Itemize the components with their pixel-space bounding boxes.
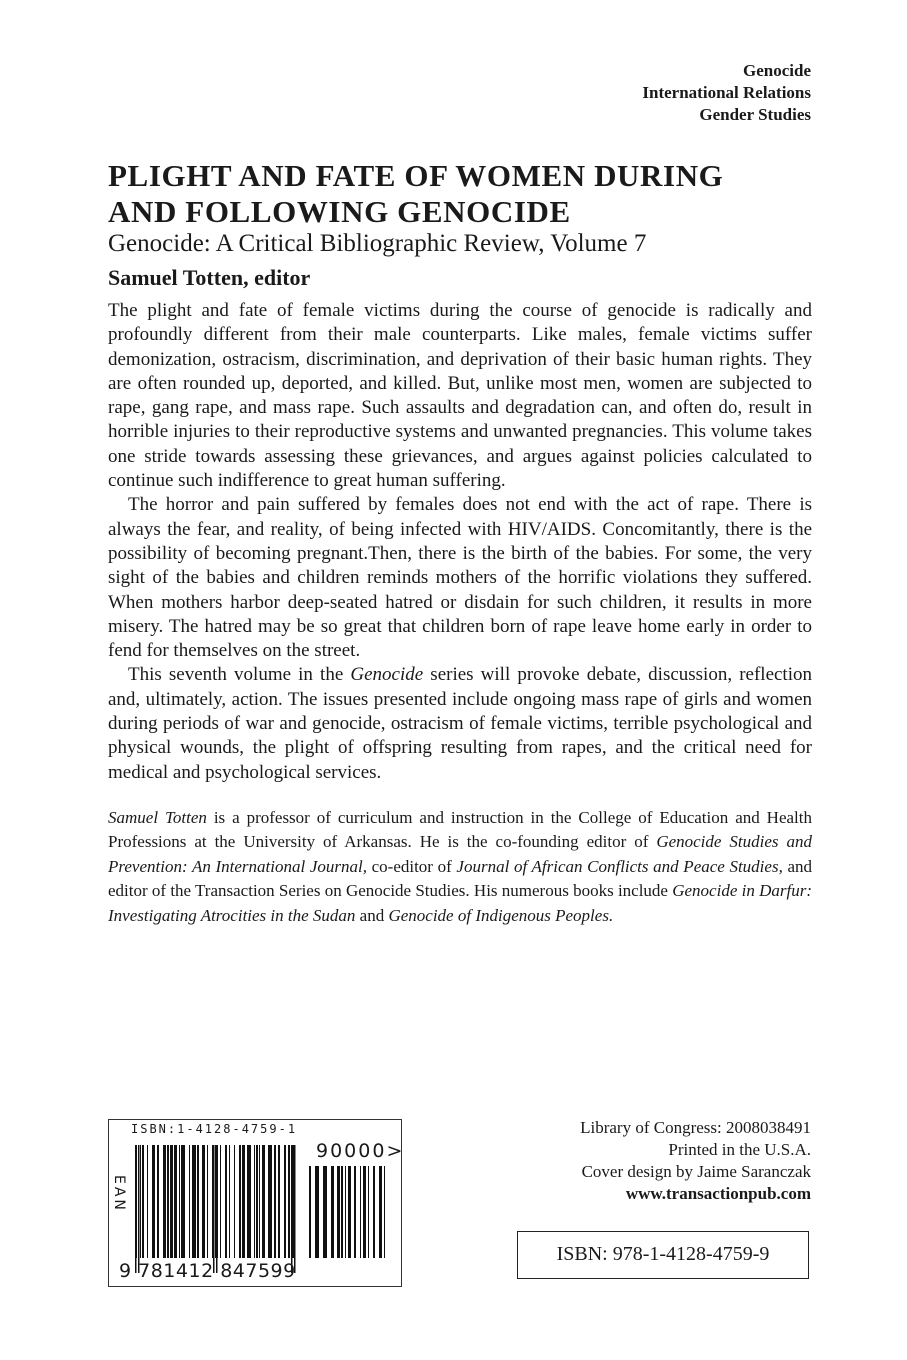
barcode-bar [242,1145,245,1258]
barcode-bar [337,1166,340,1258]
barcode-bar [360,1166,361,1258]
barcode-bar [315,1166,319,1258]
barcode-bar [140,1145,141,1258]
barcode-bar [256,1145,258,1258]
series-name: Genocide [350,664,424,686]
bio-segment: Genocide of Indigenous Peoples. [388,905,614,925]
barcode-guard-bar [294,1145,296,1273]
publisher-url: www.transactionpub.com [625,1184,811,1203]
barcode-bar [220,1145,221,1258]
title-line: PLIGHT AND FATE OF WOMEN DURING [108,158,724,193]
barcode-bar [341,1166,343,1258]
barcode-bar [354,1166,356,1258]
publisher-info [580,1117,811,1205]
barcode-guard-bar [291,1145,293,1273]
barcode-bar [373,1166,375,1258]
barcode-bar [225,1145,227,1258]
barcode-bar [384,1166,385,1258]
book-author: Samuel Totten, editor [108,265,311,290]
barcode-bar [192,1145,196,1258]
barcode-bar [284,1145,286,1258]
barcode-bar [274,1145,276,1258]
barcode-bar [142,1145,144,1258]
title-line: AND FOLLOWING GENOCIDE [108,194,571,229]
barcode [108,1119,405,1287]
barcode-bar [174,1145,177,1258]
text: This seventh volume in the [128,664,351,686]
barcode-bar [179,1145,180,1258]
bio-segment: co-editor of [366,856,457,876]
barcode-bar [189,1145,190,1258]
barcode-bar [197,1145,199,1258]
bio-segment: Journal of African Conflicts and Peace Studies, [456,856,783,876]
bio-segment: Samuel Totten [108,808,207,827]
barcode-bar [379,1166,382,1258]
ean-label: EAN [111,1175,127,1213]
barcode-bar [163,1145,166,1258]
book-title [108,158,808,230]
barcode-guard-bar [213,1145,215,1273]
barcode-bar [152,1145,155,1258]
barcode-bar [247,1145,251,1258]
barcode-bar [259,1145,260,1258]
author-bio [108,806,812,928]
description-paragraph [108,663,812,784]
price-code: 90000> [316,1140,405,1162]
barcode-guard-bar [138,1145,140,1273]
subject-categories [642,60,811,126]
category: Gender Studies [699,105,811,124]
barcode-bar [262,1145,265,1258]
barcode-bar [288,1145,290,1258]
barcode-bar [239,1145,241,1258]
description [108,299,812,785]
barcode-bar [147,1145,148,1258]
barcode-bar [363,1166,366,1258]
barcode-bar [368,1166,369,1258]
description-paragraph: The horror and pain suffered by females does not end with the act of rape. There is always the fear, and reality, of being infected with HIV/AIDS. Concomitantly, there is the possibility of becoming pregnant.Then, there is the birth of the babies. For some, the very sight of the babies and children reminds mothers of the horrific violations they suffered. When mothers harbor deep-seated hatred or disdain for such children, it results in more misery. The hatred may be so great that children born of rape leave home early in order to fend for themselves on the street. [108,494,812,662]
library-of-congress: Library of Congress: 2008038491 [580,1118,811,1137]
bio-segment: Genocide Studies and Prevention: An International Journal, [108,832,812,876]
barcode-bar [323,1166,327,1258]
barcode-bar [278,1145,280,1258]
barcode-bar [229,1145,230,1258]
printed-in: Printed in the U.S.A. [668,1140,811,1159]
barcode-bar [207,1145,208,1258]
barcode-bar [254,1145,255,1258]
barcode-bar [345,1166,346,1258]
book-subtitle: Genocide: A Critical Bibliographic Review, Volume 7 [108,230,647,257]
barcode-bar [234,1145,235,1258]
barcode-bar [170,1145,173,1258]
barcode-bar [348,1166,351,1258]
barcode-bar [268,1145,272,1258]
isbn10-label: ISBN:1-4128-4759-1 [131,1122,298,1136]
barcode-bar [202,1145,205,1258]
bio-segment: and [355,905,389,925]
barcode-bar [157,1145,159,1258]
text: series will provoke debate, discussion, reflection and, ultimately, action. The issues presented include ongoing mass rape of girls and women during periods of war and genocide, ostracism of female victims, terrible psychological and physical wounds, the plight of offspring resulting from rapes, and the critical need for medical and psychological services. [108,664,812,783]
barcode-bar [309,1166,311,1258]
cover-design: Cover design by Jaime Saranczak [581,1162,811,1181]
bio-segment: and editor of the Transaction Series on Genocide Studies. His numerous books include [108,856,813,901]
barcode-bar [181,1145,185,1258]
barcode-guard-bar [216,1145,218,1273]
ean-digits: 9 781412 847599 [119,1260,296,1282]
category: International Relations [642,83,811,102]
isbn13-box: ISBN: 978-1-4128-4759-9 [517,1231,809,1279]
barcode-guard-bar [135,1145,137,1273]
category: Genocide [743,61,811,80]
bio-segment: is a professor of curriculum and instruction in the College of Education and Health Professions at the University of Arkansas. He is the co-founding editor of [108,808,812,852]
barcode-bar [167,1145,169,1258]
barcode-bar [331,1166,334,1258]
bio-segment: Genocide in Darfur: Investigating Atrocities in the Sudan [108,881,812,925]
description-paragraph: The plight and fate of female victims during the course of genocide is radically and profoundly different from their male counterparts. Like males, female victims suffer demonization, ostracism, discrimination, and deprivation of their basic human rights. They are often rounded up, deported, and killed. But, unlike most men, women are subjected to rape, gang rape, and mass rape. Such assaults and degradation can, and often do, result in horrible injuries to their reproductive systems and unwanted pregnancies. This volume takes one stride towards assessing these grievances, and argues against policies calculated to continue such indifference to great human suffering. [108,300,812,492]
